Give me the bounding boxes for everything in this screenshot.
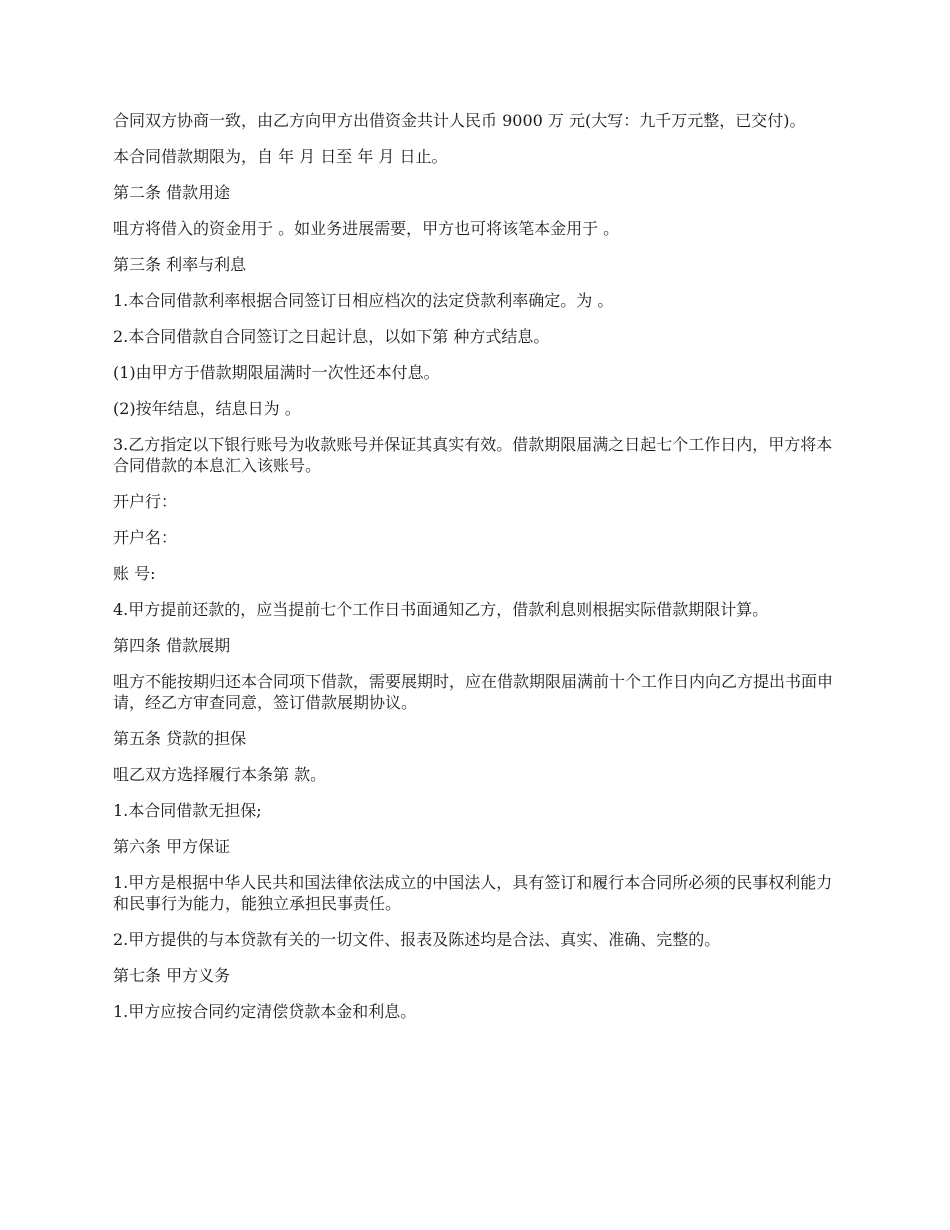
- paragraph-loan-amount: 合同双方协商一致，由乙方向甲方出借资金共计人民币 9000 万 元(大写：九千万元整，已交付)。: [113, 111, 806, 130]
- paragraph-interest-rate: 1.本合同借款利率根据合同签订日相应档次的法定贷款利率确定。为 。: [113, 291, 614, 310]
- paragraph-guarantee-choice: 咀乙双方选择履行本条第 款。: [113, 765, 327, 784]
- heading-article-7: 第七条 甲方义务: [113, 966, 231, 985]
- heading-article-2: 第二条 借款用途: [113, 183, 231, 202]
- heading-article-3: 第三条 利率与利息: [113, 255, 247, 274]
- heading-article-4: 第四条 借款展期: [113, 636, 231, 655]
- field-bank-name: 开户行：: [113, 492, 178, 511]
- paragraph-warranty-2: 2.甲方提供的与本贷款有关的一切文件、报表及陈述均是合法、真实、准确、完整的。: [113, 930, 721, 949]
- paragraph-warranty-1: 1.甲方是根据中华人民共和国法律依法成立的中国法人，具有签订和履行本合同所必须的民事权利能力和民事行为能力，能独立承担民事责任。: [113, 873, 833, 913]
- field-account-number: 账 号:: [113, 564, 156, 583]
- paragraph-option-2: (2)按年结息，结息日为 。: [113, 399, 301, 418]
- paragraph-bank-account: 3.乙方指定以下银行账号为收款账号并保证其真实有效。借款期限届满之日起七个工作日内，甲方将本合同借款的本息汇入该账号。: [113, 435, 833, 475]
- heading-article-5: 第五条 贷款的担保: [113, 729, 247, 748]
- paragraph-no-guarantee: 1.本合同借款无担保;: [113, 801, 262, 820]
- paragraph-loan-term: 本合同借款期限为，自 年 月 日至 年 月 日止。: [113, 147, 448, 166]
- paragraph-loan-purpose: 咀方将借入的资金用于 。如业务进展需要，甲方也可将该笔本金用于 。: [113, 219, 620, 238]
- heading-article-6: 第六条 甲方保证: [113, 837, 231, 856]
- field-account-name: 开户名：: [113, 528, 178, 547]
- paragraph-extension: 咀方不能按期归还本合同项下借款，需要展期时，应在借款期限届满前十个工作日内向乙方提出书面申请，经乙方审查同意，签订借款展期协议。: [113, 672, 834, 712]
- paragraph-early-repayment: 4.甲方提前还款的，应当提前七个工作日书面通知乙方，借款利息则根据实际借款期限计算。: [113, 600, 769, 619]
- paragraph-interest-method: 2.本合同借款自合同签订之日起计息，以如下第 种方式结息。: [113, 327, 550, 346]
- paragraph-option-1: (1)由甲方于借款期限届满时一次性还本付息。: [113, 363, 440, 382]
- paragraph-obligation-1: 1.甲方应按合同约定清偿贷款本金和利息。: [113, 1002, 417, 1021]
- document-page: [113, 110, 841, 1037]
